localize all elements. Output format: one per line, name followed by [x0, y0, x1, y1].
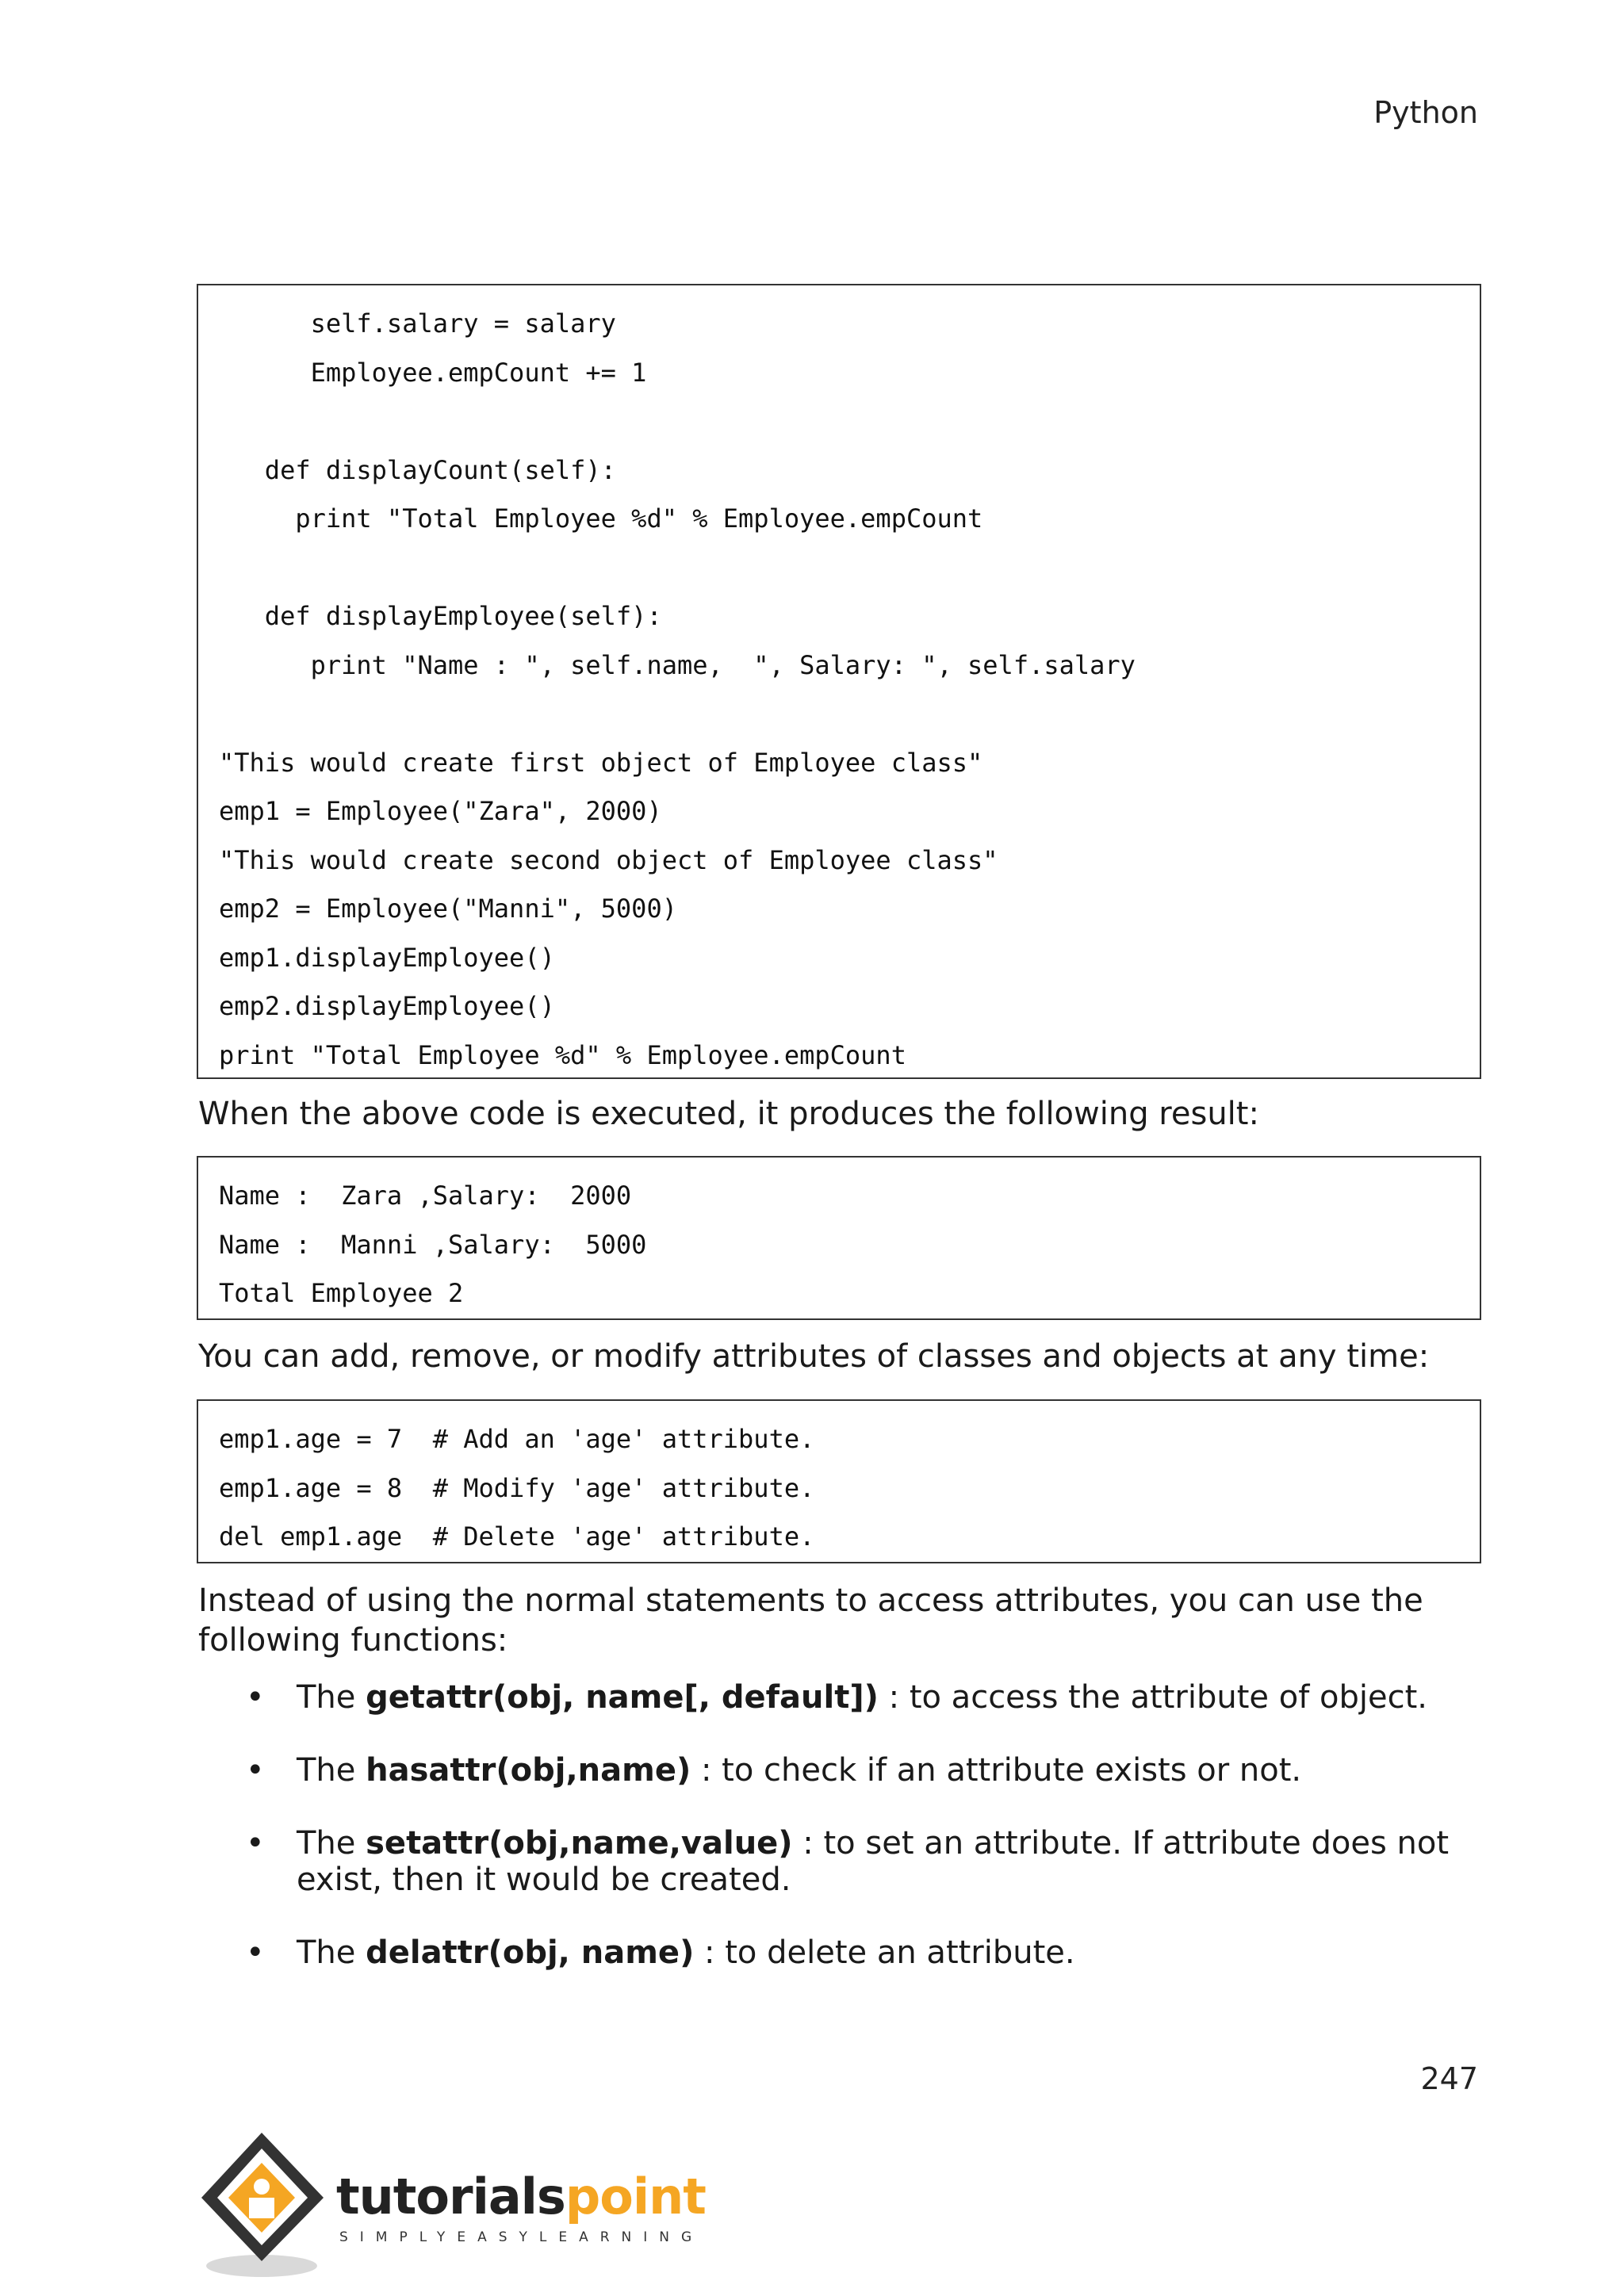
function-name: hasattr(obj,name)	[366, 1752, 691, 1789]
code-line	[219, 690, 1459, 739]
code-line: self.salary = salary	[219, 308, 616, 339]
page-number: 247	[1420, 2061, 1478, 2096]
bullet-prefix: The	[297, 1825, 356, 1862]
functions-list	[198, 1679, 1483, 2007]
running-header-title: Python	[1373, 95, 1478, 130]
bullet-icon: •	[246, 1825, 265, 1862]
code-line: def displayEmployee(self):	[219, 601, 662, 631]
bullet-icon: •	[246, 1752, 265, 1789]
function-name: setattr(obj,name,value)	[366, 1825, 793, 1862]
list-item	[198, 1934, 1483, 1971]
code-line: "This would create second object of Employee class"	[219, 844, 998, 875]
code-line: print "Name : ", self.name, ", Salary: ", self.salary	[219, 649, 1136, 680]
code-line: emp1.age = 8 # Modify 'age' attribute.	[219, 1472, 815, 1503]
list-item	[198, 1825, 1483, 1898]
tutorialspoint-logo	[197, 2125, 706, 2283]
list-item	[198, 1752, 1483, 1789]
code-line: Employee.empCount += 1	[219, 357, 647, 388]
code-line: emp1 = Employee("Zara", 2000)	[219, 796, 662, 826]
code-line: emp1.age = 7 # Add an 'age' attribute.	[219, 1424, 815, 1454]
function-description: : to access the attribute of object.	[878, 1679, 1427, 1716]
function-name: getattr(obj, name[, default])	[366, 1679, 879, 1716]
code-line	[219, 544, 1459, 593]
code-block-output	[197, 1156, 1481, 1320]
code-line: print "Total Employee %d" % Employee.empCount	[219, 1039, 906, 1070]
bullet-prefix: The	[297, 1934, 356, 1971]
bullet-prefix: The	[297, 1679, 356, 1716]
code-line: def displayCount(self):	[219, 454, 616, 485]
code-line: "This would create first object of Employee class"	[219, 747, 983, 778]
paragraph-functions-intro: Instead of using the normal statements to access attributes, you can use the following functions:	[198, 1582, 1423, 1659]
code-line: print "Total Employee %d" % Employee.empCount	[219, 503, 983, 534]
paragraph-result-intro: When the above code is executed, it produces the following result:	[198, 1096, 1259, 1132]
code-line: emp2.displayEmployee()	[219, 991, 555, 1021]
list-item	[198, 1679, 1483, 1716]
code-line	[219, 397, 1459, 446]
function-description: : to set an attribute. If attribute does not exist, then it would be created.	[297, 1825, 1450, 1898]
function-name: delattr(obj, name)	[366, 1934, 695, 1971]
logo-diamond-icon	[197, 2125, 339, 2283]
code-line: emp1.displayEmployee()	[219, 942, 555, 973]
bullet-icon: •	[246, 1679, 265, 1716]
code-line: Total Employee 2	[219, 1278, 464, 1308]
function-description: : to check if an attribute exists or not.	[691, 1752, 1302, 1789]
bullet-icon: •	[246, 1934, 265, 1971]
paragraph-modify-attributes: You can add, remove, or modify attributes of classes and objects at any time:	[198, 1338, 1430, 1375]
code-line: del emp1.age # Delete 'age' attribute.	[219, 1521, 815, 1552]
code-block-class-example	[197, 284, 1481, 1079]
code-line: Name : Zara ,Salary: 2000	[219, 1181, 632, 1211]
function-description: : to delete an attribute.	[694, 1934, 1075, 1971]
code-line: emp2 = Employee("Manni", 5000)	[219, 894, 677, 924]
code-block-attributes	[197, 1399, 1481, 1563]
logo-tagline: SIMPLYEASYLEARNING	[339, 2229, 704, 2245]
code-line: Name : Manni ,Salary: 5000	[219, 1229, 647, 1260]
logo-wordmark: tutorialspoint	[336, 2168, 706, 2225]
bullet-prefix: The	[297, 1752, 356, 1789]
